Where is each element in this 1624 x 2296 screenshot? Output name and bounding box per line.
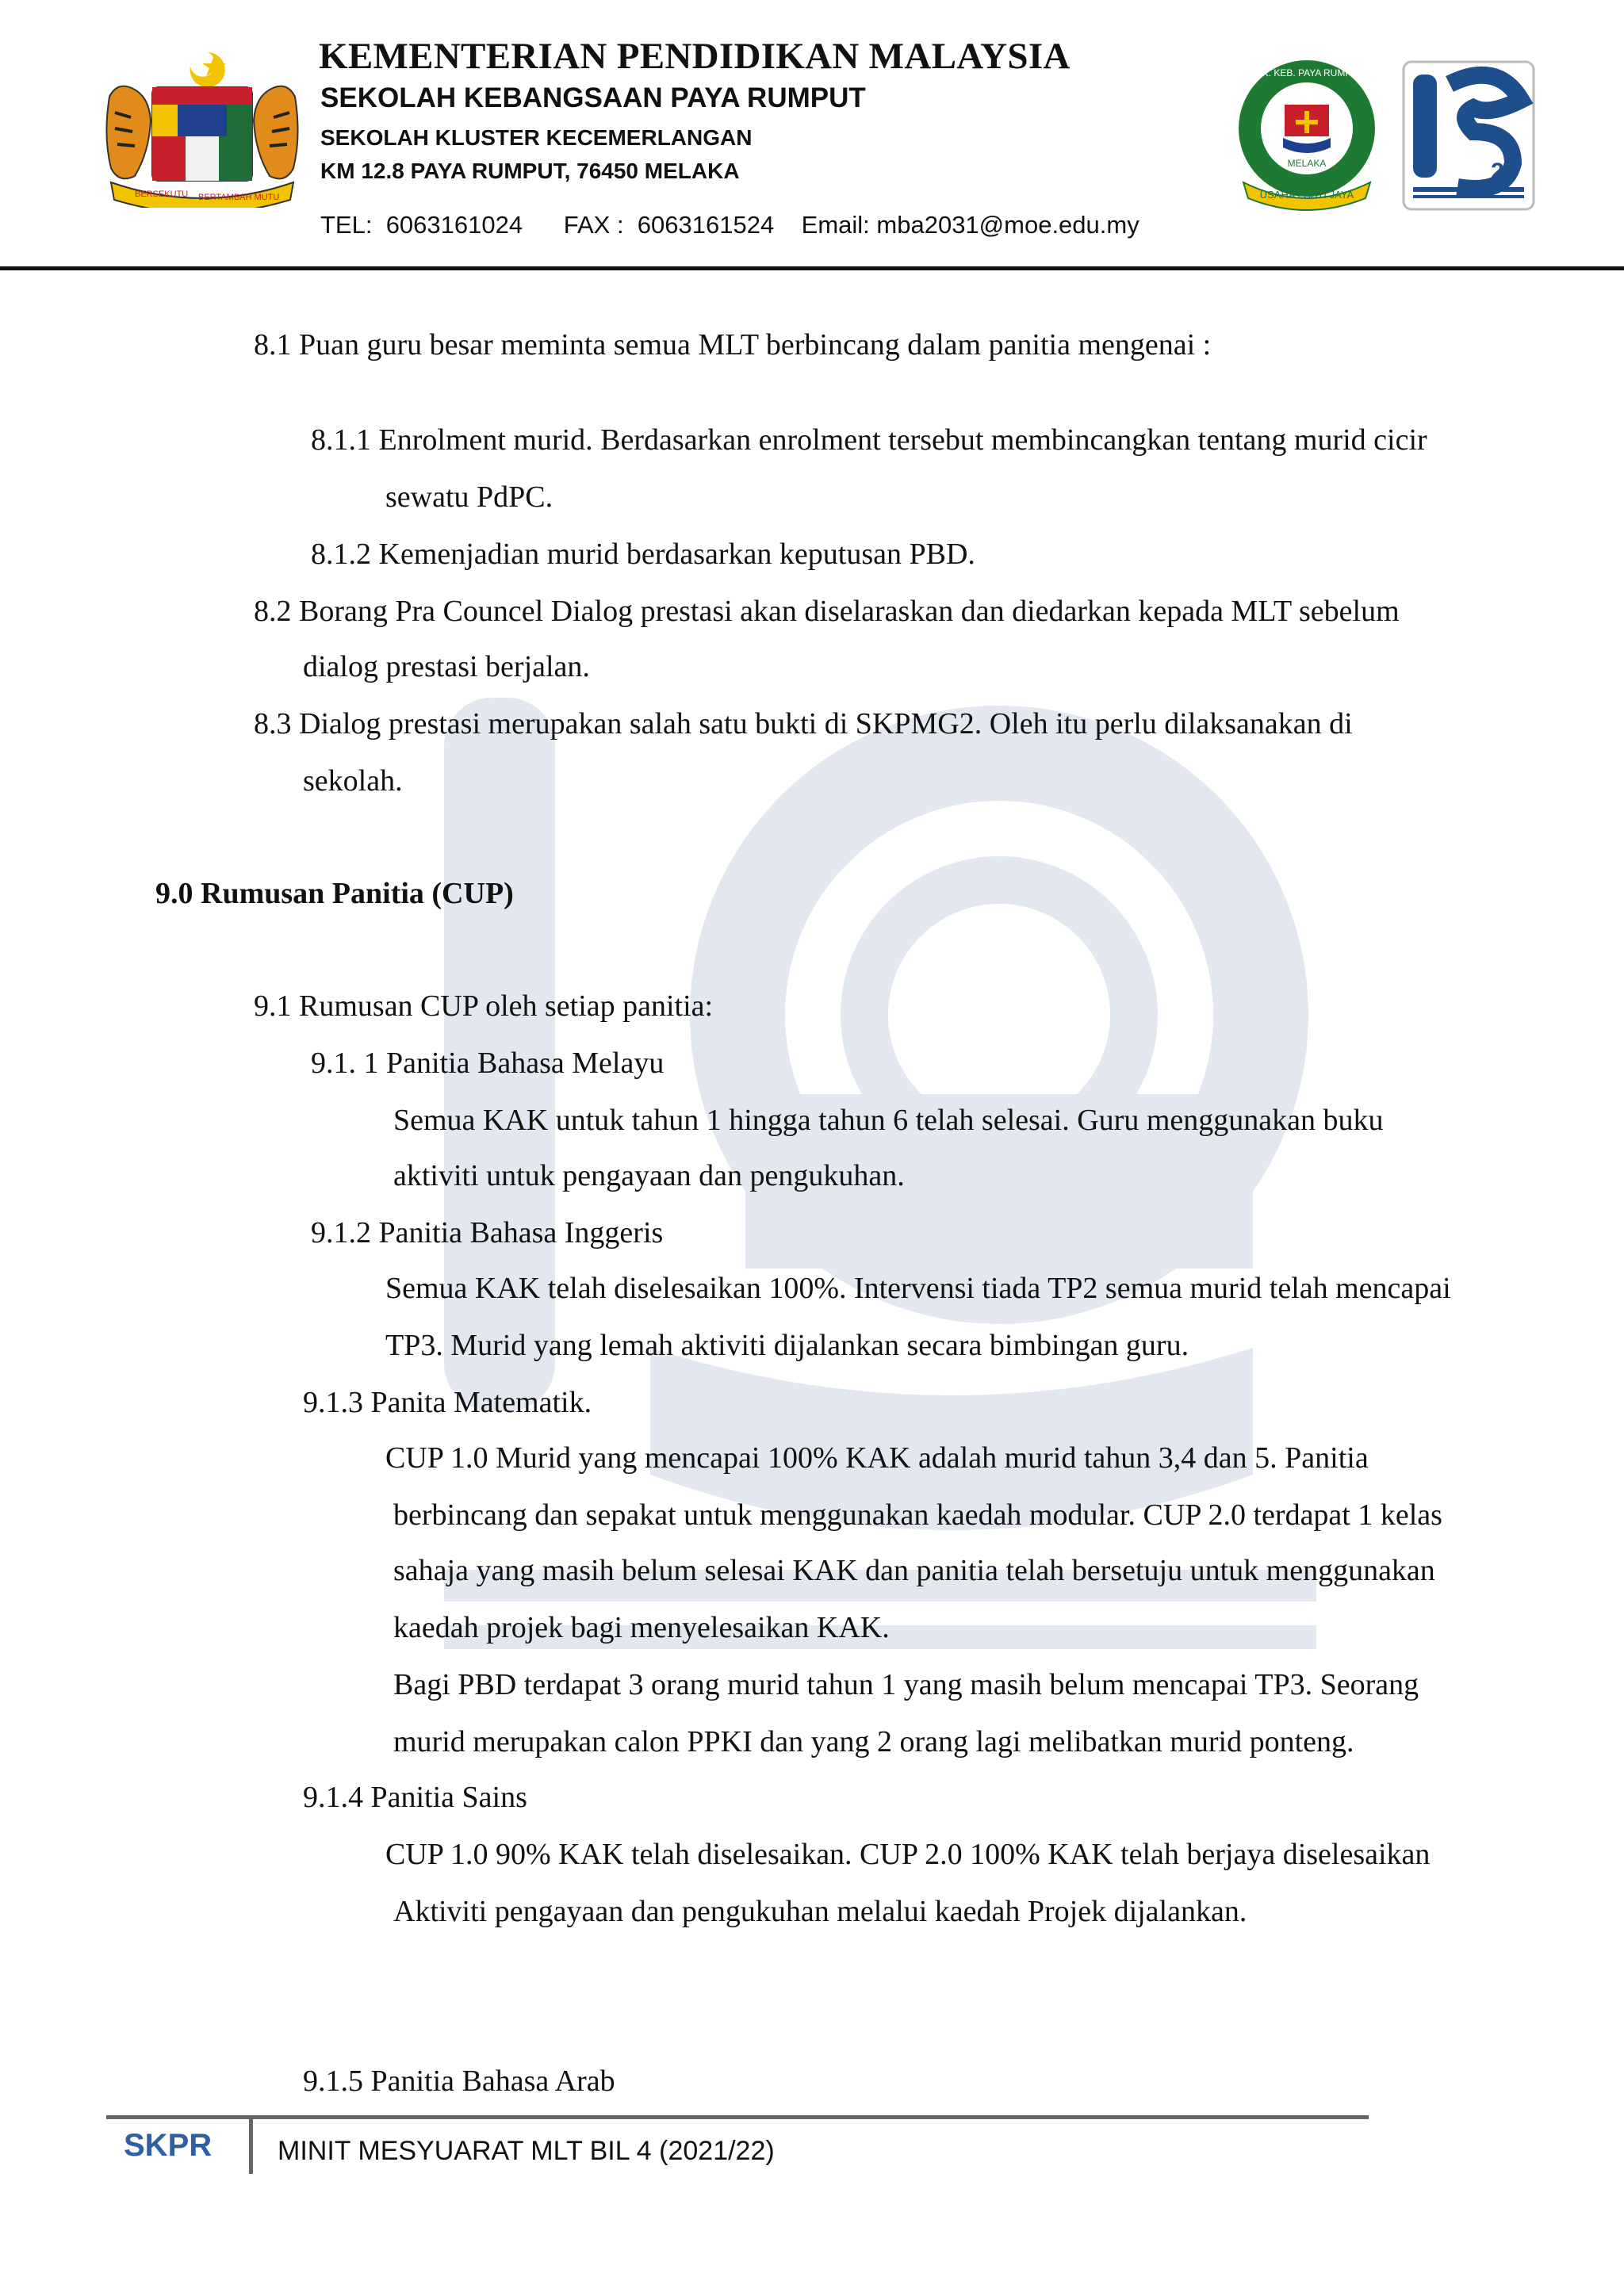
- svg-text:BERTAMBAH MUTU: BERTAMBAH MUTU: [198, 193, 280, 202]
- header-divider: [0, 266, 1624, 270]
- footer-school-code: SKPR: [124, 2128, 213, 2163]
- item-9-1-4-text-1: CUP 1.0 90% KAK telah diselesaikan. CUP 2.0 100% KAK telah berjaya diselesaikan: [385, 1838, 1431, 1871]
- contact-info: TEL: 6063161024 FAX : 6063161524 Email: mba2031@moe.edu.my: [320, 211, 1139, 239]
- item-9-1-2: 9.1.2 Panitia Bahasa Inggeris: [311, 1216, 664, 1249]
- item-8-3: 8.3 Dialog prestasi merupakan salah satu bukti di SKPMG2. Oleh itu perlu dilaksanakan di: [254, 707, 1353, 740]
- school-name: SEKOLAH KEBANGSAAN PAYA RUMPUT: [320, 82, 866, 113]
- item-9-1-3-text-2: berbincang dan sepakat untuk menggunakan kaedah modular. CUP 2.0 terdapat 1 kelas: [393, 1498, 1442, 1532]
- section-9-heading: 9.0 Rumusan Panitia (CUP): [155, 877, 514, 910]
- item-9-1-3: 9.1.3 Panita Matematik.: [303, 1386, 592, 1419]
- malaysia-crest-logo: [103, 49, 301, 208]
- svg-text:25: 25: [1491, 159, 1518, 185]
- svg-text:BERSEKUTU: BERSEKUTU: [135, 189, 189, 199]
- svg-text:USAHA PASTI JAYA: USAHA PASTI JAYA: [1259, 189, 1354, 201]
- item-9-1-4: 9.1.4 Panitia Sains: [303, 1781, 527, 1814]
- svg-text:MELAKA: MELAKA: [1287, 158, 1327, 169]
- item-8-1: 8.1 Puan guru besar meminta semua MLT berbincang dalam panitia mengenai :: [254, 328, 1212, 362]
- item-9-1-4-text-2: Aktiviti pengayaan dan pengukuhan melalui kaedah Projek dijalankan.: [393, 1895, 1247, 1928]
- svg-text:SEK. KEB. PAYA RUMPUT: SEK. KEB. PAYA RUMPUT: [1249, 67, 1365, 78]
- item-8-2: 8.2 Borang Pra Councel Dialog prestasi akan diselaraskan dan diedarkan kepada MLT sebelum: [254, 595, 1400, 628]
- footer-document-title: MINIT MESYUARAT MLT BIL 4 (2021/22): [278, 2136, 775, 2166]
- school-emblem-logo: [1228, 55, 1386, 214]
- school-cluster: SEKOLAH KLUSTER KECEMERLANGAN: [320, 125, 753, 150]
- item-9-1-1-text-cont: aktiviti untuk pengayaan dan pengukuhan.: [393, 1159, 905, 1192]
- item-9-1-2-text: Semua KAK telah diselesaikan 100%. Intervensi tiada TP2 semua murid telah mencapai: [385, 1272, 1451, 1305]
- footer-divider: [106, 2115, 1369, 2119]
- item-9-1: 9.1 Rumusan CUP oleh setiap panitia:: [254, 989, 714, 1023]
- item-8-3-cont: sekolah.: [303, 764, 403, 798]
- school-address: KM 12.8 PAYA RUMPUT, 76450 MELAKA: [320, 159, 740, 183]
- item-8-1-2: 8.1.2 Kemenjadian murid berdasarkan keputusan PBD.: [311, 538, 975, 571]
- ministry-title: KEMENTERIAN PENDIDIKAN MALAYSIA: [319, 36, 1071, 77]
- item-8-1-1-cont: sewatu PdPC.: [385, 480, 553, 514]
- item-8-2-cont: dialog prestasi berjalan.: [303, 650, 590, 683]
- item-9-1-3-text-5: Bagi PBD terdapat 3 orang murid tahun 1 yang masih belum mencapai TP3. Seorang: [393, 1668, 1419, 1701]
- item-9-1-3-text-3: sahaja yang masih belum selesai KAK dan panitia telah bersetuju untuk menggunakan: [393, 1554, 1435, 1587]
- item-9-1-1: 9.1. 1 Panitia Bahasa Melayu: [311, 1047, 665, 1080]
- item-9-1-1-text: Semua KAK untuk tahun 1 hingga tahun 6 telah selesai. Guru menggunakan buku: [393, 1104, 1384, 1137]
- item-8-1-1: 8.1.1 Enrolment murid. Berdasarkan enrolment tersebut membincangkan tentang murid cicir: [311, 423, 1427, 457]
- item-9-1-3-text-1: CUP 1.0 Murid yang mencapai 100% KAK adalah murid tahun 3,4 dan 5. Panitia: [385, 1441, 1369, 1475]
- item-9-1-5: 9.1.5 Panitia Bahasa Arab: [303, 2064, 615, 2098]
- item-9-1-2-text-cont: TP3. Murid yang lemah aktiviti dijalankan secara bimbingan guru.: [385, 1329, 1189, 1362]
- item-9-1-3-text-6: murid merupakan calon PPKI dan yang 2 orang lagi melibatkan murid ponteng.: [393, 1725, 1354, 1758]
- footer-separator: [249, 2118, 253, 2174]
- anniversary-25-logo: [1402, 60, 1535, 211]
- item-9-1-3-text-4: kaedah projek bagi menyelesaikan KAK.: [393, 1611, 890, 1644]
